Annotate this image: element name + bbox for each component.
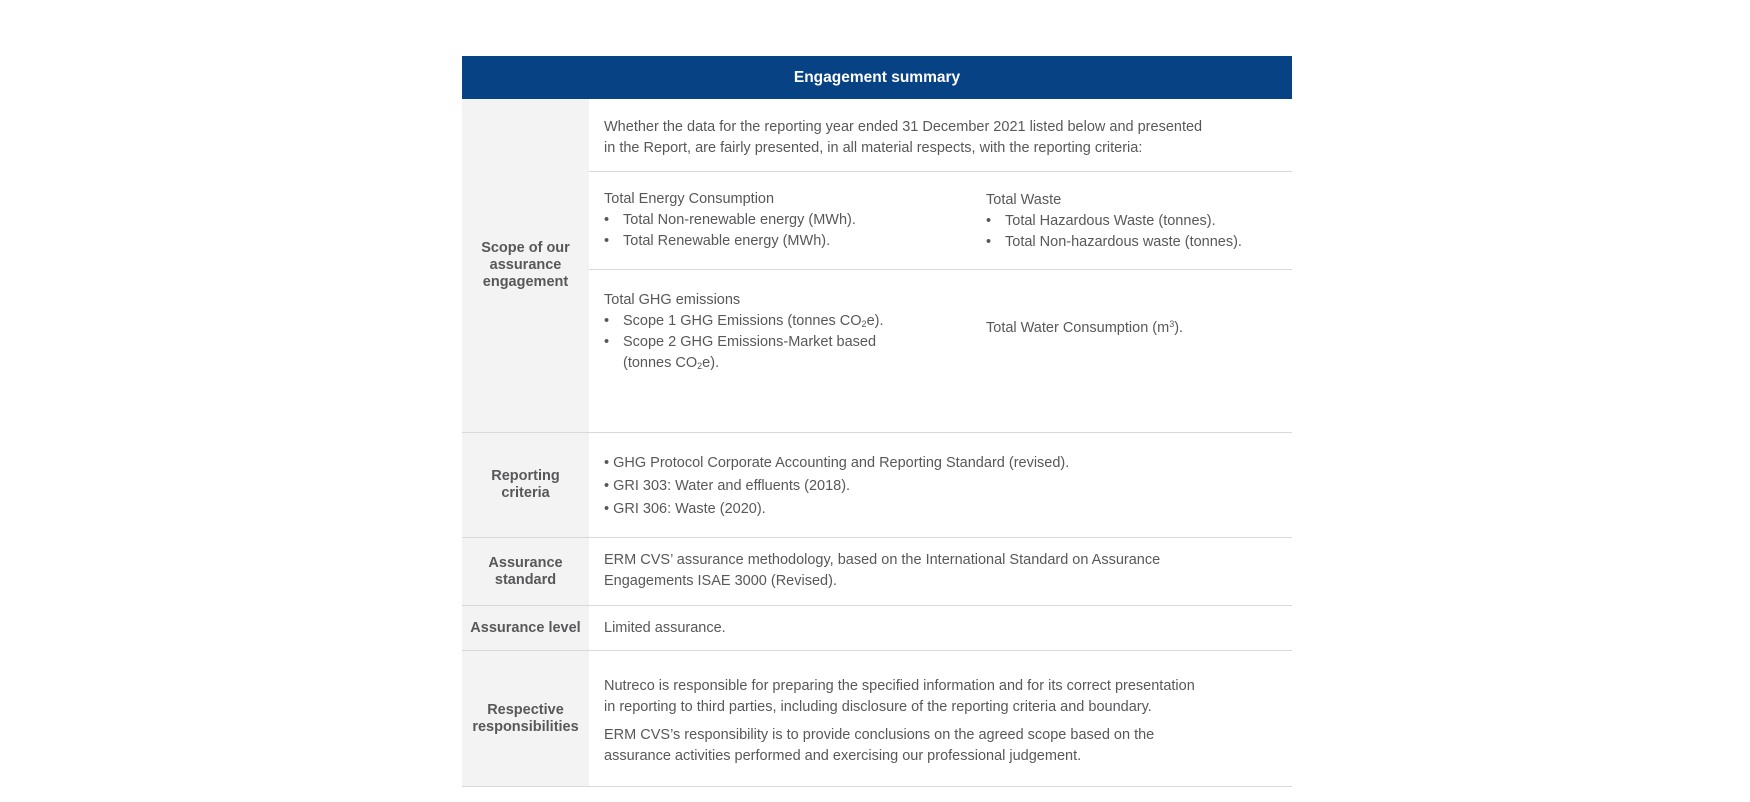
criteria-item: • GRI 303: Water and effluents (2018). — [604, 478, 851, 494]
criteria-content — [589, 433, 1292, 537]
standard-content — [589, 538, 1292, 605]
criteria-row — [462, 433, 1292, 538]
scope-content — [589, 99, 1292, 432]
engagement-summary-table — [462, 56, 1292, 787]
list-item: • Total Renewable energy (MWh). — [604, 231, 971, 252]
scope-row — [462, 99, 1292, 433]
table-header — [462, 56, 1292, 99]
list-item: • Scope 1 GHG Emissions (tonnes $CO_2e$). — [604, 311, 971, 332]
responsibilities-p1: Nutreco is responsible for preparing the specified information and for its correct presentation in reporting to third parties, including disclosure of the reporting criteria and boundary. — [604, 678, 1195, 715]
scope-intro-line1: Whether the data for the reporting year ended 31 December 2021 listed below and presented — [604, 119, 1203, 135]
energy-list — [604, 210, 971, 252]
criteria-item: • GRI 306: Waste (2020). — [604, 501, 766, 517]
table-title: Engagement summary — [793, 68, 961, 86]
energy-cell — [589, 172, 971, 269]
list-item: • Total Hazardous Waste (tonnes). — [986, 211, 1292, 232]
scope-intro — [589, 99, 1292, 172]
standard-line2: Engagements ISAE 3000 (Revised). — [604, 573, 837, 589]
water-cell — [971, 270, 1292, 386]
waste-title: Total Waste — [986, 192, 1062, 208]
waste-list — [986, 211, 1292, 253]
ghg-list — [604, 311, 971, 374]
ghg-title: Total GHG emissions — [604, 292, 741, 308]
level-row — [462, 606, 1292, 651]
scope-grid-row1 — [589, 172, 1292, 270]
standard-row — [462, 538, 1292, 606]
ghg-cell — [589, 270, 971, 386]
responsibilities-label: Respective responsibilities — [462, 651, 589, 786]
criteria-item: • GHG Protocol Corporate Accounting and Reporting Standard (revised). — [604, 455, 1070, 471]
scope-intro-line2: in the Report, are fairly presented, in all material respects, with the reporting criteria: — [604, 140, 1143, 156]
list-item: • Scope 2 GHG Emissions-Market based (tonnes $CO_2e$). — [604, 332, 971, 374]
list-item: • Total Non-hazardous waste (tonnes). — [986, 232, 1292, 253]
criteria-label: Reporting criteria — [462, 433, 589, 537]
scope-label: Scope of our assurance engagement — [462, 99, 589, 432]
level-text: Limited assurance. — [604, 619, 726, 636]
energy-title: Total Energy Consumption — [604, 191, 775, 207]
standard-label: Assurance standard — [462, 538, 589, 605]
responsibilities-row — [462, 651, 1292, 787]
waste-cell — [971, 172, 1292, 269]
level-label: Assurance level — [462, 606, 589, 650]
responsibilities-p2: ERM CVS’s responsibility is to provide conclusions on the agreed scope based on the assurance activities performed and exercising our professional judgement. — [604, 727, 1155, 764]
level-content — [589, 606, 1292, 650]
responsibilities-content — [589, 651, 1292, 786]
list-item: • Total Non-renewable energy (MWh). — [604, 210, 971, 231]
standard-line1: ERM CVS’ assurance methodology, based on the International Standard on Assurance — [604, 552, 1161, 568]
scope-grid-row2 — [589, 270, 1292, 386]
water-text: Total Water Consumption $(m^3)$. — [986, 318, 1184, 336]
